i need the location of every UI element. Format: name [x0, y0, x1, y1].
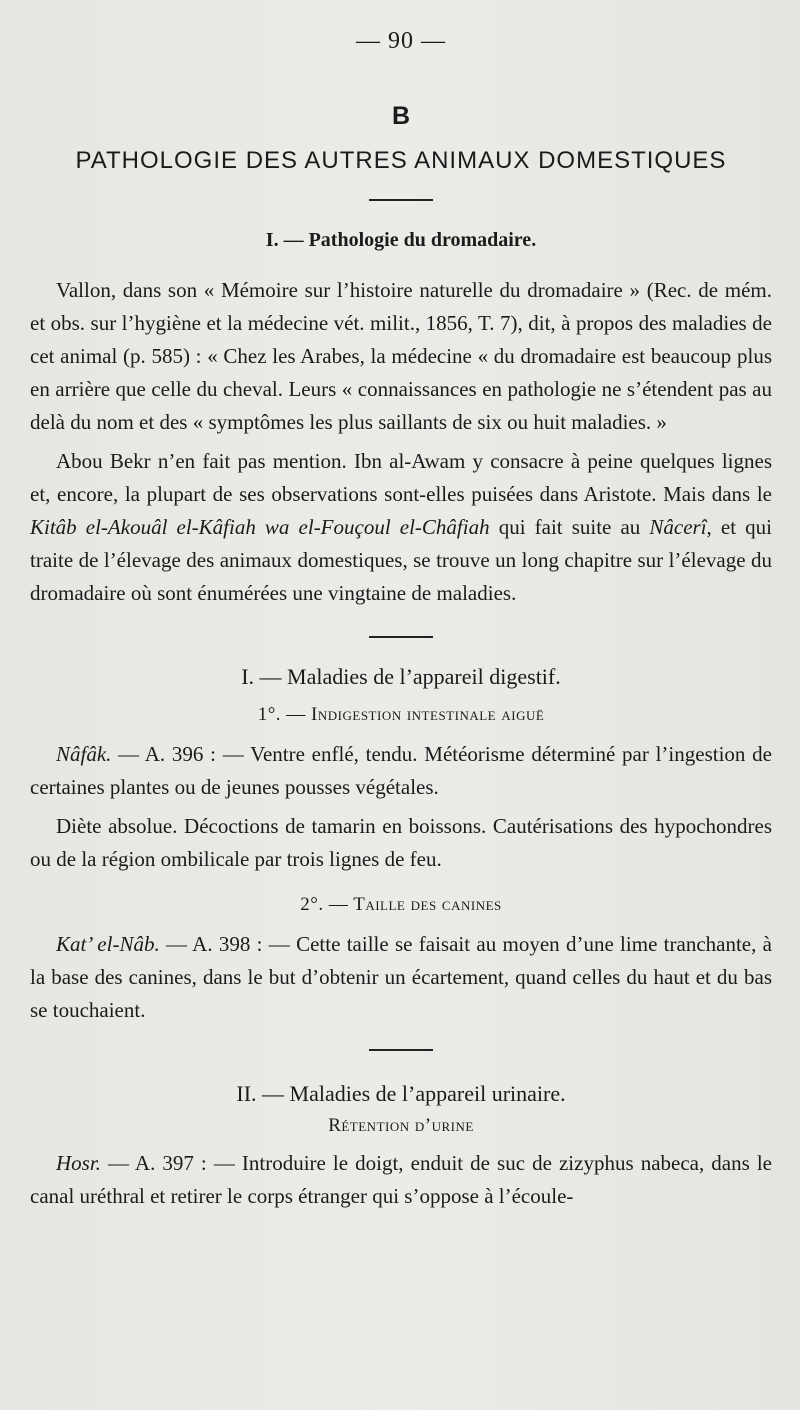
entry-treatment: Diète absolue. Décoctions de tamarin en boissons. Cautérisations des hypochondres ou de la région ombilicale par trois lignes de feu.	[30, 814, 772, 871]
entry-nafak	[30, 738, 772, 804]
intro-paragraph-1: Vallon, dans son « Mémoire sur l’histoire naturelle du dromadaire » (Rec. de mém. et obs. sur l’hygiène et la médecine vét. milit., 1856, T. 7), dit, à propos des maladies de cet animal (p. 585) : « Chez les Arabes, la médecine « du dromadaire est beaucoup plus en arrière que celle du cheval. Leurs « connaissances en pathologie ne s’étendent pas au delà du nom et des « symptômes les plus saillants de six ou huit maladies. »	[30, 278, 772, 434]
divider-rule	[369, 636, 433, 638]
entry-term: Hosr.	[56, 1151, 101, 1175]
entry-kat-el-nab	[30, 928, 772, 1027]
subsection-title: 2°. — Taille des canines	[300, 894, 502, 915]
book-title-naceri: Nâcerî	[649, 515, 707, 539]
entry-term: Kat’ el-Nâb.	[56, 932, 160, 956]
intro-text-c: , et qui traite de l’élevage des animaux domestiques, se trouve un long chapitre sur l’élevage du dromadaire où sont énumérées une vingtaine de maladies.	[30, 515, 772, 605]
entry-text: — A. 397 : — Introduire le doigt, enduit de suc de zizyphus nabeca, dans le canal uréthral et retirer le corps étranger qui s’oppose à l’écoule-	[30, 1151, 772, 1208]
subsection-title: 1°. — Indigestion intestinale aiguë	[257, 704, 545, 725]
chapter-title: I. — Maladies de l’appareil digestif.	[241, 664, 561, 689]
chapter-title: II. — Maladies de l’appareil urinaire.	[236, 1081, 566, 1106]
entry-text: — A. 398 : — Cette taille se faisait au moyen d’une lime tranchante, à la base des canines, dans le but d’obtenir un écartement, quand celles du haut et du bas se touchaient.	[30, 932, 772, 1022]
entry-term: Nâfâk.	[56, 742, 112, 766]
entry-hosr	[30, 1147, 772, 1213]
book-title-kitab: Kitâb el-Akouâl el-Kâfiah wa el-Fouçoul el-Châfiah	[30, 515, 490, 539]
subsection-title: Rétention d’urine	[328, 1115, 474, 1136]
section-letter: B	[391, 102, 411, 130]
part-title: PATHOLOGIE DES AUTRES ANIMAUX DOMESTIQUES	[75, 147, 727, 174]
divider-rule	[369, 1049, 433, 1051]
intro-text-b: qui fait suite au	[489, 515, 650, 539]
entry-text: — A. 396 : — Ventre enflé, tendu. Météorisme déterminé par l’ingestion de certaines plantes ou de jeunes pousses végétales.	[30, 742, 772, 799]
page-number: — 90 —	[356, 28, 446, 54]
section-title: I. — Pathologie du dromadaire.	[265, 229, 537, 251]
intro-text-a: Abou Bekr n’en fait pas mention. Ibn al-Awam y consacre à peine quelques lignes et, encore, la plupart de ses observations sont-elles puisées dans Aristote. Mais dans le	[30, 449, 772, 506]
divider-rule	[369, 199, 433, 201]
intro-paragraph-2	[30, 445, 772, 610]
